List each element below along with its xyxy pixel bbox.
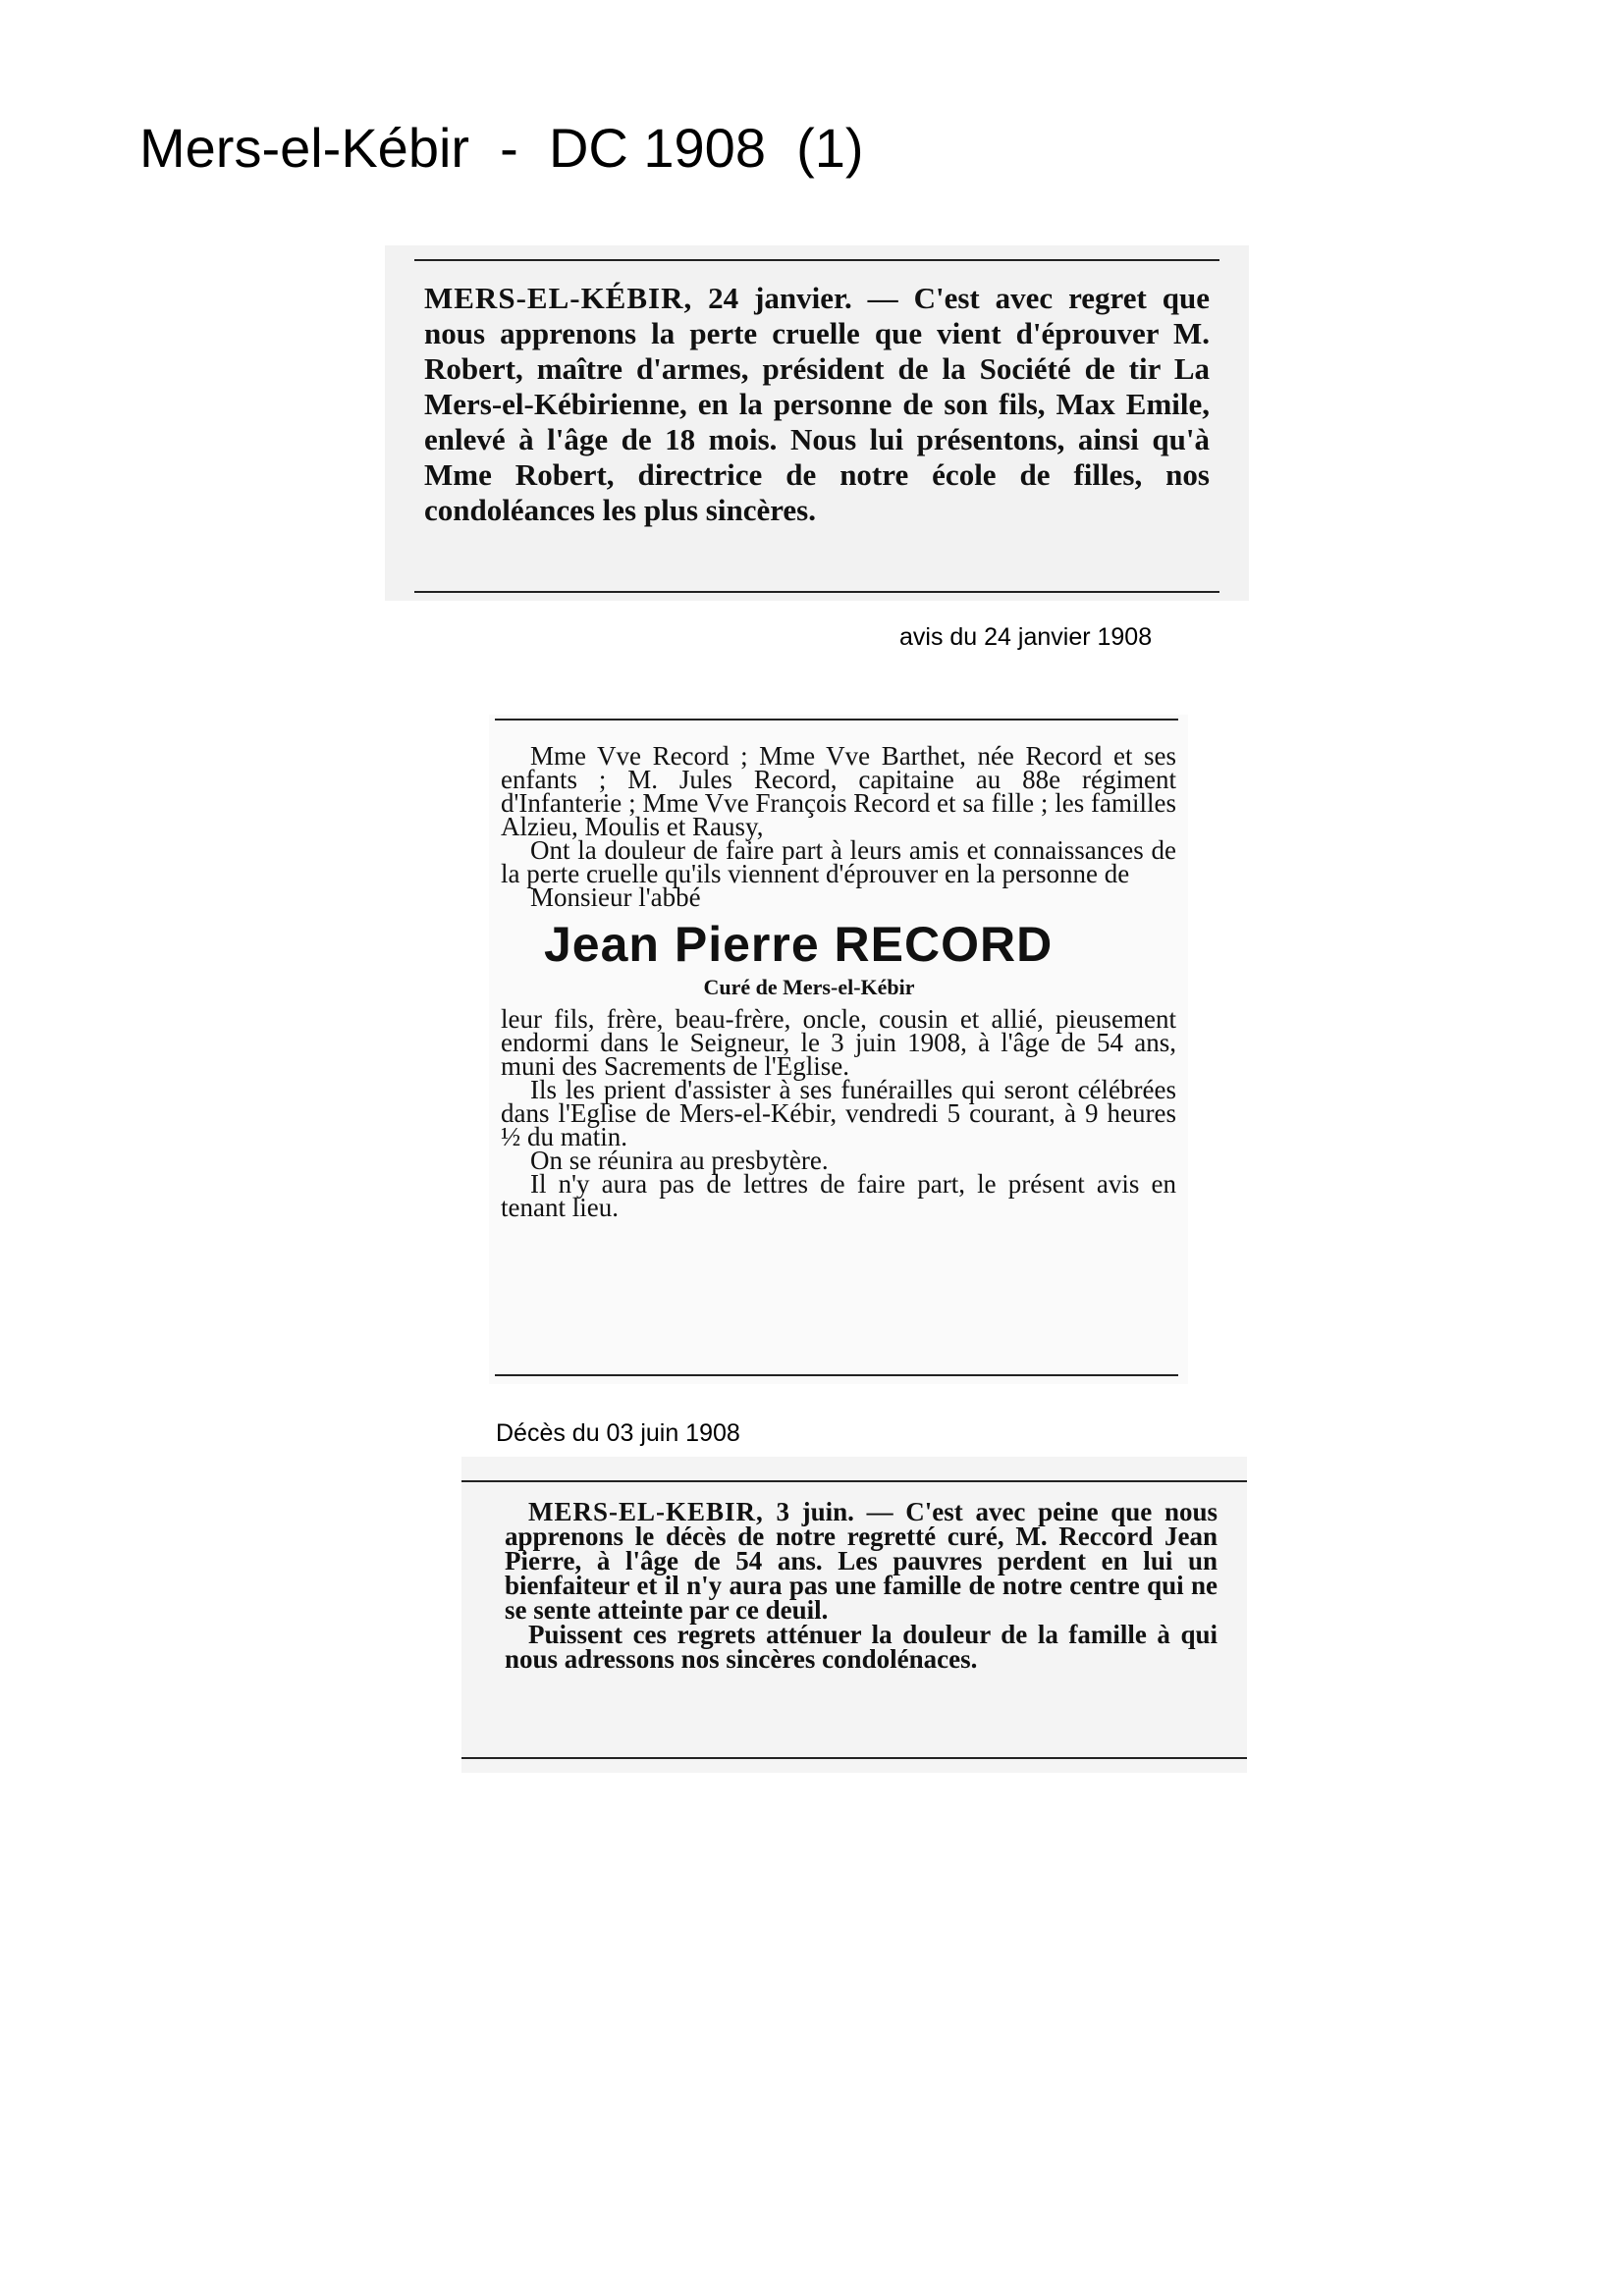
- page-title: Mers-el-Kébir - DC 1908 (1): [139, 117, 864, 179]
- bottom-rule: [461, 1757, 1247, 1759]
- closing-note: Il n'y aura pas de lettres de faire part, le présent avis en tenant lieu.: [501, 1169, 1176, 1222]
- relationship-text: leur fils, frère, beau-frère, oncle, cousin et allié, pieusement endormi dans le Seigneur, le 3 juin 1908, à l'âge de 54 ans, muni des Sacrements de l'Eglise.: [501, 1004, 1176, 1081]
- clipping-text: [505, 1497, 1218, 1674]
- dateline: MERS-EL-KÉBIR,: [424, 281, 693, 315]
- caption-june: Décès du 03 juin 1908: [496, 1419, 740, 1447]
- announcement: Ont la douleur de faire part à leurs amis et connaissances de la perte cruelle qu'ils viennent d'éprouver en la personne de: [501, 835, 1176, 888]
- top-rule: [414, 259, 1219, 261]
- death-notice-clipping: [489, 715, 1188, 1384]
- bottom-rule: [414, 591, 1219, 593]
- bottom-rule: [495, 1374, 1178, 1376]
- funeral-details: Ils les prient d'assister à ses funérailles qui seront célébrées dans l'Eglise de Mers-el-Kébir, vendredi 5 courant, à 9 heures ½ du matin.: [501, 1075, 1176, 1151]
- caption-january: avis du 24 janvier 1908: [899, 623, 1153, 651]
- honorific: Monsieur l'abbé: [530, 882, 701, 912]
- article-text: 24 janvier. — C'est avec regret que nous apprenons la perte cruelle que vient d'éprouver M. Robert, maître d'armes, président de la Société de tir La Mers-el-Kébirienne, en la personne de son fils, Max Emile, enlevé à l'âge de 18 mois. Nous lui présentons, ainsi qu'à Mme Robert, directrice de notre école de filles, nos condoléances les plus sincères.: [424, 281, 1211, 527]
- newspaper-clipping-june: [461, 1457, 1247, 1773]
- article-text: 3 juin. — C'est avec peine que nous apprenons le décès de notre regretté curé, M. Reccord Jean Pierre, à l'âge de 54 ans. Les pauvres perdent en lui un bienfaiteur et il n'y aura pas une famille de notre centre qui ne se sente atteinte par ce deuil.: [505, 1497, 1218, 1625]
- deceased-name: Jean Pierre RECORD: [544, 917, 1054, 972]
- dateline: MERS-EL-KEBIR,: [528, 1497, 764, 1526]
- clipping-text: [424, 281, 1210, 528]
- notice-text: [501, 741, 1176, 1222]
- top-rule: [495, 719, 1178, 721]
- top-rule: [461, 1480, 1247, 1482]
- article-text-2: Puissent ces regrets atténuer la douleur de la famille à qui nous adressons nos sincères condolénaces.: [505, 1620, 1218, 1674]
- family-list: Mme Vve Record ; Mme Vve Barthet, née Record et ses enfants ; M. Jules Record, capitaine au 88e régiment d'Infanterie ; Mme Vve François Record et sa fille ; les familles Alzieu, Moulis et Rausy,: [501, 741, 1176, 841]
- meeting-place: On se réunira au presbytère.: [530, 1146, 829, 1175]
- newspaper-clipping-january: [385, 245, 1249, 601]
- deceased-title: Curé de Mers-el-Kébir: [703, 975, 915, 999]
